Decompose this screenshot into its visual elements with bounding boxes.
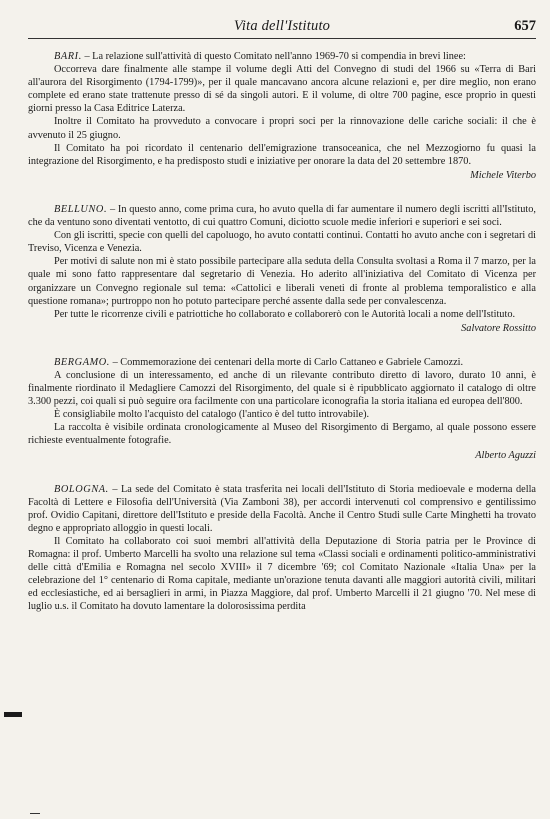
- paragraph-text: – La relazione sull'attività di questo Comitato nell'anno 1969-70 si compendia in brevi linee:: [84, 51, 466, 62]
- place-name: BARI.: [54, 51, 82, 62]
- place-name: BELLUNO.: [54, 203, 108, 215]
- signature: Michele Viterbo: [470, 169, 536, 181]
- paragraph: Il Comitato ha collaborato coi suoi membri all'attività della Deputazione di Storia patria per le Province di Romagna: il prof. Umberto Marcelli ha svolto una relazione sul tema «Classi sociali e ordinamenti politico-amministrativi delle città d'Emilia e Romagna nel secolo XVIII» il 7 dicembre '69; col Comitato Nazionale «Italia Una» per la celebrazione del 1° centenario di Roma capitale, mediante un'orazione tenuta davanti alle maggiori autorità civili, militari ed ecclesiastiche, ed ai bersaglieri in armi, in Piazza Maggiore, dal prof. Umberto Marcelli il 21 giugno '70. Nel mese di luglio u.s. il Comitato ha dovuto lamentare la dolorosissima perdita: [28, 536, 536, 613]
- paragraph: [28, 203, 536, 229]
- running-title: Vita dell'Istituto: [233, 18, 331, 34]
- paragraph: La raccolta è visibile ordinata cronologicamente al Museo del Risorgimento di Bergamo, al quale possono essere richieste eventualmente fotografie.: [28, 422, 536, 447]
- margin-ink-mark: [4, 712, 22, 717]
- paragraph-text: – La sede del Comitato è stata trasferita nei locali dell'Istituto di Storia medioevale e moderna della Facoltà di Lettere e Filosofia dell'Università (Via Zamboni 38), per accordi intervenuti col comprensivo e gentilissimo prof. Ovidio Capitani, direttore dell'Istituto e preside della Facoltà. Anche il Centro Studi sulle Carte Minghetti ha trovato degno e appropriato alloggio in questi locali.: [28, 483, 537, 534]
- paragraph: [28, 356, 536, 369]
- paragraph-text: – Commemorazione dei centenari della morte di Carlo Cattaneo e Gabriele Camozzi.: [112, 356, 464, 368]
- page-header: [28, 18, 536, 39]
- signature: Salvatore Rossitto: [461, 322, 536, 334]
- paragraph-text: – In questo anno, come prima cura, ho avuto quella di far aumentare il numero degli iscritti all'Istituto, che da ventuno sono diventati ventotto, di cui quattro Comuni, diciotto scuole medie inferiori e superiori e sei soci.: [28, 203, 537, 229]
- place-name: BOLOGNA.: [54, 483, 109, 495]
- paragraph: Per tutte le ricorrenze civili e patriottiche ho collaborato e collaborerò con le Autorità locali a nome dell'Istituto.: [54, 308, 516, 320]
- paragraph: Con gli iscritti, specie con quelli del capoluogo, ho avuto contatti continui. Contatti ho avuto anche con i segretari di Treviso, Vicenza e Venezia.: [28, 230, 536, 255]
- signature: Alberto Aguzzi: [475, 449, 536, 461]
- paragraph: Per motivi di salute non mi è stato possibile partecipare alla seduta della Consulta svoltasi a Roma il 7 marzo, per la quale mi sono fatto rappresentare dal segretario di Venezia. Ho aderito all'iniziativa del Comitato di Vicenza per organizzare un Convegno regionale sul tema: «Cattolici e liberali veneti di fronte al problema temporalistico e alla questione romana»; purtroppo non ho potuto partecipare perché assente dalla sede per convalescenza.: [28, 256, 536, 307]
- section-bergamo: [28, 356, 536, 462]
- paragraph: [28, 483, 536, 535]
- paragraph: A conclusione di un interessamento, ed anche di un rilevante contributo diretto di lavoro, durato 10 anni, è finalmente riordinato il Medagliere Camozzi del Risorgimento, del quale si è ripubblicato aggiornato il catalogo di oltre 3.300 pezzi, coi quali si può seguire ora facilmente con una particolare iconografia la storia italiana ed europea dell'800.: [28, 369, 536, 408]
- section-belluno: [28, 203, 536, 335]
- footer-rule: [30, 813, 40, 814]
- page-number: 657: [514, 18, 536, 34]
- paragraph: Il Comitato ha poi ricordato il centenario dell'emigrazione transoceanica, che nel Mezzogiorno fu quasi la integrazione del Risorgimento, e ha predisposto studi e iniziative per onorare la data del 20 settembre 1870.: [28, 142, 536, 167]
- page-body: [28, 50, 536, 614]
- section-bari: [28, 50, 536, 182]
- paragraph: Occorreva dare finalmente alle stampe il volume degli Atti del Convegno di studi del 1966 su «Terra di Bari all'aurora del Risorgimento (1794-1799)», per il quale mancavano ancora alcune relazioni e, per dire meglio, non erano complete ed erano state trattenute presso di sé da singoli autori. E il volume, di oltre 700 pagine, esce proprio in questi giorni presso la Casa Editrice Laterza.: [28, 64, 536, 115]
- paragraph: Inoltre il Comitato ha provveduto a convocare i propri soci per la rinnovazione delle cariche sociali: il che è avvenuto il 25 giugno.: [28, 116, 536, 141]
- paragraph: [28, 50, 536, 63]
- paragraph: È consigliabile molto l'acquisto del catalogo (l'antico è del tutto introvabile).: [54, 409, 370, 421]
- section-bologna: [28, 483, 536, 614]
- place-name: BERGAMO.: [54, 356, 110, 368]
